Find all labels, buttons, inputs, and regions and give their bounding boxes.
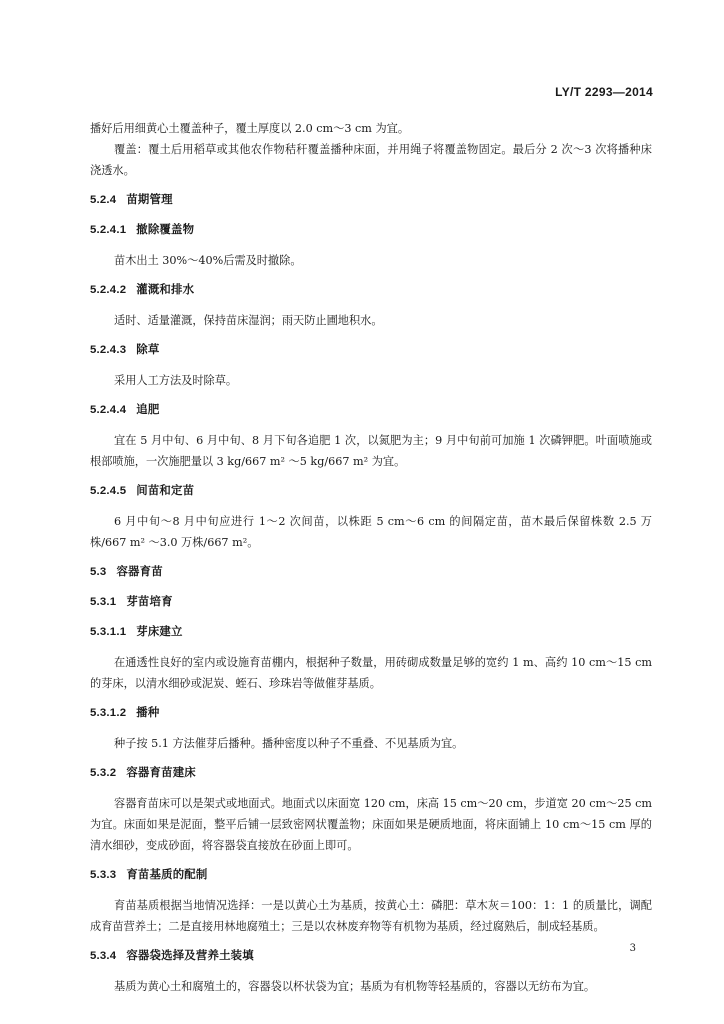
section-title: 播种 bbox=[136, 707, 160, 719]
section-heading bbox=[90, 481, 652, 502]
body-paragraph: 覆盖：覆土后用稻草或其他农作物秸秆覆盖播种床面，并用绳子将覆盖物固定。最后分 2 次～3 次将播种床浇透水。 bbox=[90, 143, 652, 177]
body-paragraph: 采用人工方法及时除草。 bbox=[114, 374, 238, 387]
section-title: 除草 bbox=[136, 344, 160, 356]
section-number: 5.3 bbox=[90, 566, 107, 578]
section-heading bbox=[90, 703, 652, 724]
body-paragraph: 播好后用细黄心土覆盖种子，覆土厚度以 2.0 cm～3 cm 为宜。 bbox=[90, 122, 410, 135]
section-title: 灌溉和排水 bbox=[136, 284, 195, 296]
section-title: 苗期管理 bbox=[126, 194, 173, 206]
section-number: 5.3.3 bbox=[90, 869, 117, 881]
section-number: 5.3.1.2 bbox=[90, 707, 127, 719]
body-paragraph: 6 月中旬～8 月中旬应进行 1～2 次间苗，以株距 5 cm～6 cm 的间隔定苗，苗木最后保留株数 2.5 万株/667 m² ～3.0 万株/667 m²。 bbox=[90, 515, 652, 549]
section-number: 5.3.1 bbox=[90, 596, 117, 608]
section-number: 5.2.4 bbox=[90, 194, 117, 206]
section-heading bbox=[90, 400, 652, 421]
body-paragraph: 种子按 5.1 方法催芽后播种。播种密度以种子不重叠、不见基质为宜。 bbox=[114, 737, 464, 750]
standard-code-header: LY/T 2293—2014 bbox=[555, 85, 653, 99]
body-paragraph: 宜在 5 月中旬、6 月中旬、8 月下旬各追肥 1 次，以氮肥为主；9 月中旬前可加施 1 次磷钾肥。叶面喷施或根部喷施，一次施肥量以 3 kg/667 m² ～5 kg/667 m² 为宜。 bbox=[90, 434, 652, 468]
section-title: 容器育苗 bbox=[116, 566, 163, 578]
section-heading bbox=[90, 592, 652, 613]
section-title: 容器育苗建床 bbox=[126, 767, 196, 779]
document-body bbox=[90, 118, 652, 997]
section-number: 5.3.1.1 bbox=[90, 626, 127, 638]
section-number: 5.2.4.5 bbox=[90, 485, 127, 497]
body-paragraph: 在通透性良好的室内或设施育苗棚内，根据种子数量，用砖砌成数量足够的宽约 1 m、高约 10 cm～15 cm 的芽床，以清水细砂或泥炭、蛭石、珍珠岩等做催芽基质。 bbox=[90, 656, 652, 690]
body-paragraph: 适时、适量灌溉，保持苗床湿润；雨天防止圃地积水。 bbox=[114, 314, 383, 327]
body-paragraph: 苗木出土 30%～40%后需及时撤除。 bbox=[114, 254, 302, 267]
section-number: 5.2.4.1 bbox=[90, 224, 127, 236]
section-heading bbox=[90, 220, 652, 241]
section-heading bbox=[90, 865, 652, 886]
section-heading bbox=[90, 946, 652, 967]
body-paragraph: 基质为黄心土和腐殖土的，容器袋以杯状袋为宜；基质为有机物等轻基质的，容器以无纺布为宜。 bbox=[114, 980, 596, 993]
section-title: 撤除覆盖物 bbox=[136, 224, 195, 236]
section-number: 5.2.4.3 bbox=[90, 344, 127, 356]
section-number: 5.3.2 bbox=[90, 767, 117, 779]
section-number: 5.2.4.4 bbox=[90, 404, 127, 416]
section-title: 芽床建立 bbox=[136, 626, 183, 638]
page-number: 3 bbox=[629, 943, 636, 954]
section-title: 追肥 bbox=[136, 404, 160, 416]
section-heading bbox=[90, 622, 652, 643]
section-heading bbox=[90, 562, 652, 583]
section-heading bbox=[90, 763, 652, 784]
section-heading bbox=[90, 280, 652, 301]
section-title: 芽苗培育 bbox=[126, 596, 173, 608]
section-title: 育苗基质的配制 bbox=[126, 869, 208, 881]
section-title: 容器袋选择及营养土装填 bbox=[126, 950, 254, 962]
section-heading bbox=[90, 340, 652, 361]
section-title: 间苗和定苗 bbox=[136, 485, 195, 497]
body-paragraph: 育苗基质根据当地情况选择：一是以黄心土为基质，按黄心土：磷肥：草木灰＝100：1：1 的质量比，调配成育苗营养土；二是直接用林地腐殖土；三是以农林废弃物等有机物为基质，经过腐熟后，制成轻基质。 bbox=[90, 899, 652, 933]
section-number: 5.3.4 bbox=[90, 950, 117, 962]
section-number: 5.2.4.2 bbox=[90, 284, 127, 296]
body-paragraph: 容器育苗床可以是架式或地面式。地面式以床面宽 120 cm，床高 15 cm～20 cm，步道宽 20 cm～25 cm 为宜。床面如果是泥面，整平后铺一层致密网状覆盖物；床面如果是硬质地面，将床面铺上 10 cm～15 cm 厚的清水细砂，变成砂面，将容器袋直接放在砂面上即可。 bbox=[90, 797, 652, 852]
section-heading bbox=[90, 190, 652, 211]
